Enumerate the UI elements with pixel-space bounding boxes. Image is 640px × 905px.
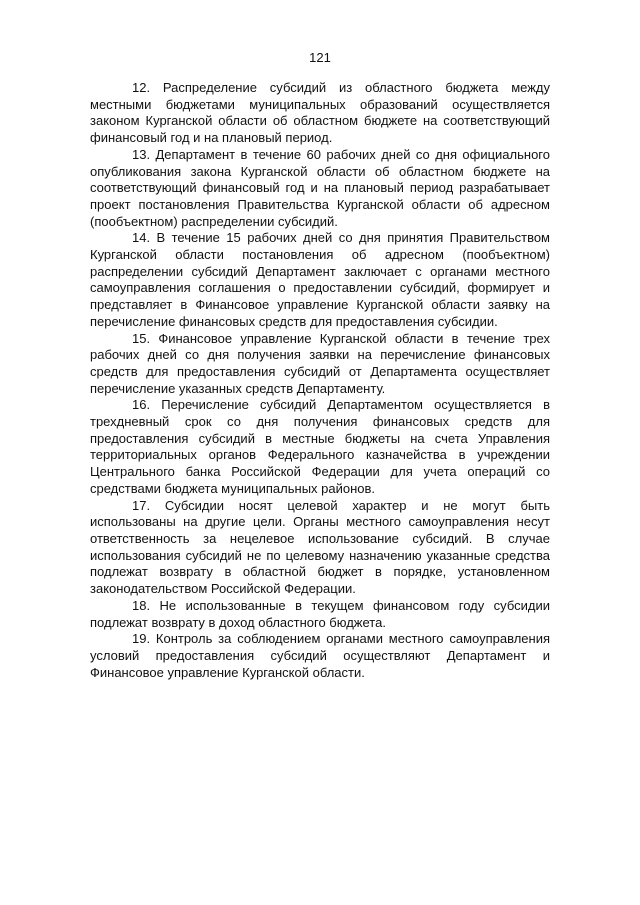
paragraph-19: 19. Контроль за соблюдением органами местного самоуправления условий предоставления субсидий осуществляют Департамент и Финансовое управление Курганской области. — [90, 631, 550, 680]
paragraph-16: 16. Перечисление субсидий Департаментом осуществляется в трехдневный срок со дня получения финансовых средств для предоставления субсидий в местные бюджеты на счета Управления территориальных органов Федерального казначейства в учреждении Центрального банка Российской Федерации для учета операций со средствами бюджета муниципальных районов. — [90, 397, 550, 496]
paragraph-13: 13. Департамент в течение 60 рабочих дней со дня официального опубликования закона Курганской области об областном бюджете на соответствующий финансовый год и на плановый период разрабатывает проект постановления Правительства Курганской области об адресном (пообъектном) распределении субсидий. — [90, 146, 550, 229]
document-body — [90, 80, 550, 681]
paragraph-12: 12. Распределение субсидий из областного бюджета между местными бюджетами муниципальных образований осуществляется законом Курганской области об областном бюджете на соответствующий финансовый год и на плановый период. — [90, 80, 550, 146]
paragraph-15: 15. Финансовое управление Курганской области в течение трех рабочих дней со дня получения заявки на перечисление финансовых средств для предоставления субсидий от Департамента осуществляет перечисление указанных средств Департаменту. — [90, 330, 550, 396]
paragraph-18: 18. Не использованные в текущем финансовом году субсидии подлежат возврату в доход областного бюджета. — [90, 597, 550, 630]
paragraph-17: 17. Субсидии носят целевой характер и не могут быть использованы на другие цели. Органы местного самоуправления несут ответственность за нецелевое использование субсидий. В случае использования субсидий не по целевому назначению указанные средства подлежат возврату в областной бюджет в порядке, установленном законодательством Российской Федерации. — [90, 497, 550, 597]
paragraph-14: 14. В течение 15 рабочих дней со дня принятия Правительством Курганской области постановления об адресном (пообъектном) распределении субсидий Департамент заключает с органами местного самоуправления соглашения о предоставлении субсидий, формирует и представляет в Финансовое управление Курганской области заявку на перечисление финансовых средств для предоставления субсидии. — [90, 230, 550, 329]
page-number: 121 — [309, 50, 331, 65]
